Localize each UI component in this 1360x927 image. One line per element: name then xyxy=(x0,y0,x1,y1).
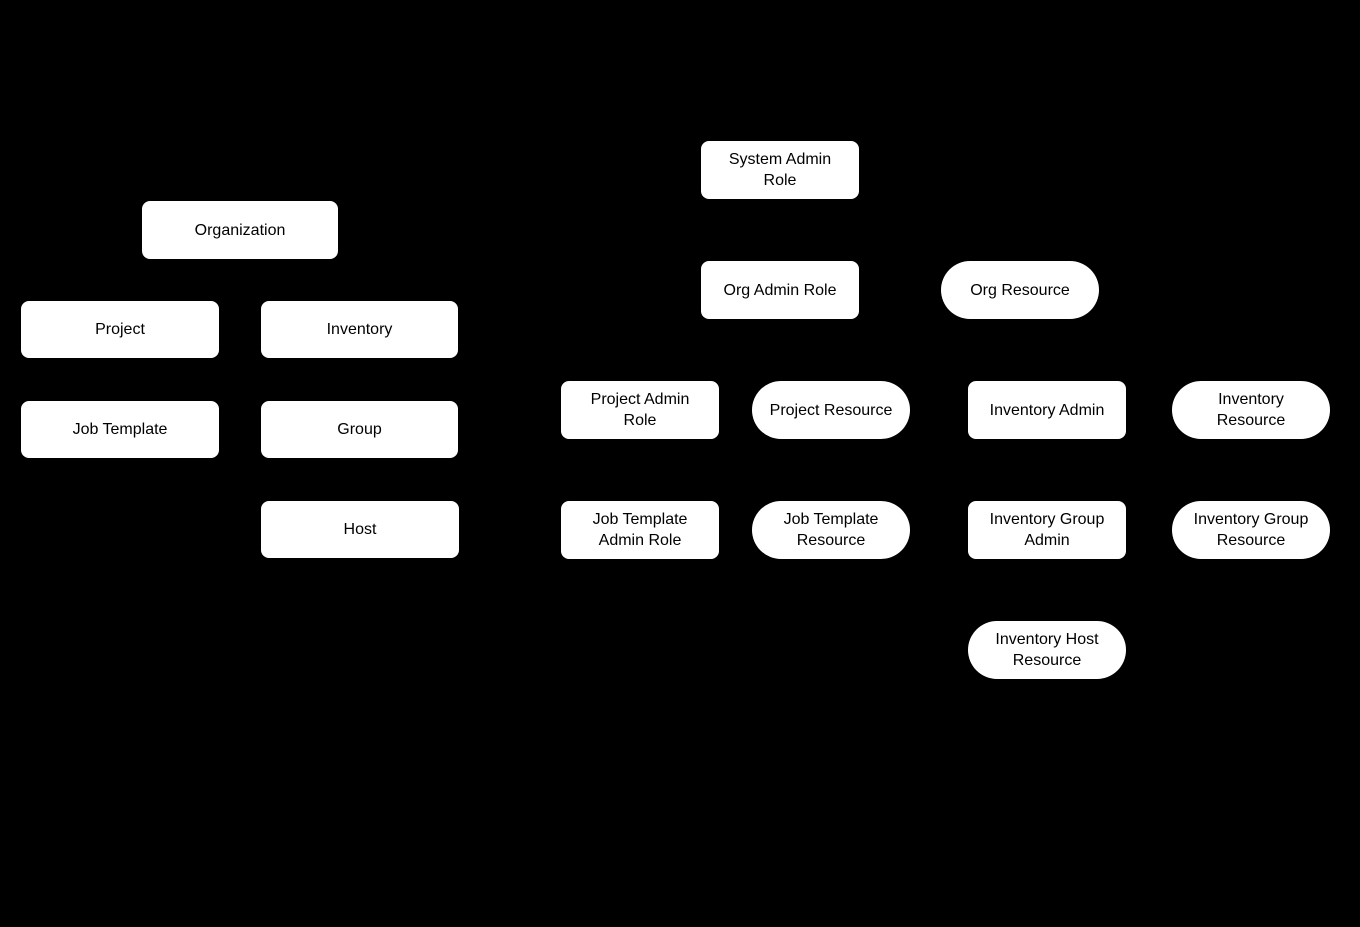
node-project-resource: Project Resource xyxy=(752,381,910,439)
node-inventory: Inventory xyxy=(261,301,458,358)
node-inventory-admin: Inventory Admin xyxy=(968,381,1126,439)
node-org-admin-role: Org Admin Role xyxy=(701,261,859,319)
node-job-template-admin-role: Job Template Admin Role xyxy=(561,501,719,559)
node-job-template-resource: Job Template Resource xyxy=(752,501,910,559)
node-org-resource: Org Resource xyxy=(941,261,1099,319)
node-project: Project xyxy=(21,301,219,358)
node-inventory-group-admin: Inventory Group Admin xyxy=(968,501,1126,559)
node-job-template: Job Template xyxy=(21,401,219,458)
node-host: Host xyxy=(261,501,459,558)
node-inventory-host-resource: Inventory Host Resource xyxy=(968,621,1126,679)
node-organization: Organization xyxy=(142,201,338,259)
node-group: Group xyxy=(261,401,458,458)
node-inventory-group-resource: Inventory Group Resource xyxy=(1172,501,1330,559)
node-project-admin-role: Project Admin Role xyxy=(561,381,719,439)
node-system-admin-role: System Admin Role xyxy=(701,141,859,199)
node-inventory-resource: Inventory Resource xyxy=(1172,381,1330,439)
